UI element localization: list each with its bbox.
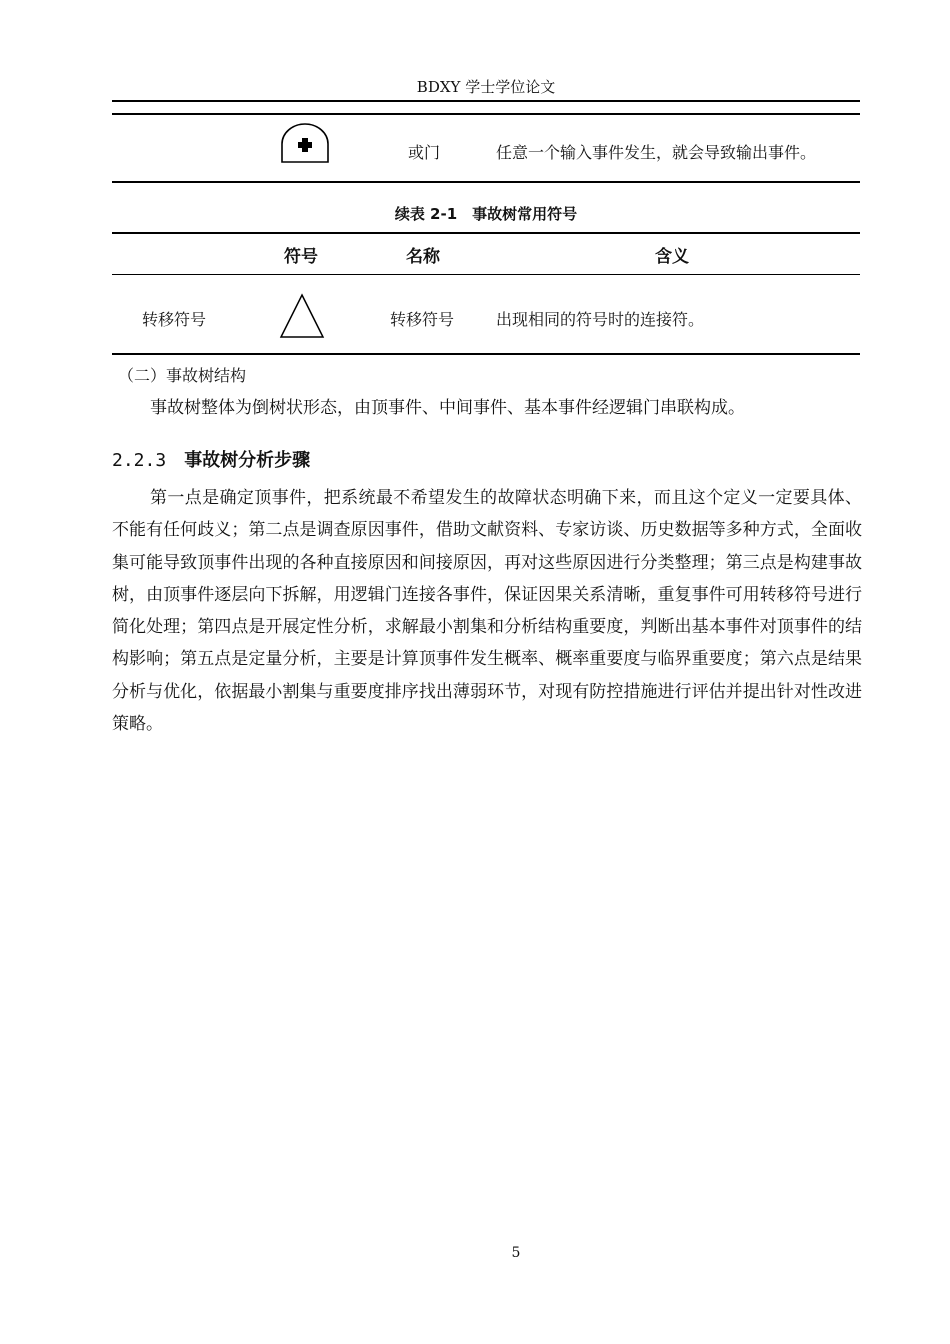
structure-paragraph: 事故树整体为倒树状形态，由顶事件、中间事件、基本事件经逻辑门串联构成。 [150, 398, 745, 418]
header-rule [112, 100, 860, 102]
column-header-symbol: 符号 [284, 247, 318, 267]
section-heading [112, 446, 310, 472]
table-cell-meaning: 任意一个输入事件发生，就会导致输出事件。 [496, 143, 817, 162]
table-top-rule [112, 113, 860, 115]
table-cell-name: 或门 [408, 143, 441, 162]
or-gate-icon [280, 122, 330, 168]
running-header: BDXY 学士学位论文 [416, 78, 556, 96]
page-number: 5 [511, 1245, 521, 1261]
subheading: （二）事故树结构 [118, 366, 247, 385]
section-title: 事故树分析步骤 [184, 450, 311, 471]
table-cell-name: 转移符号 [390, 310, 455, 329]
column-header-name: 名称 [406, 247, 440, 267]
table-cont-top-rule [112, 232, 860, 234]
section-number: 2.2.3 [112, 450, 167, 471]
column-header-meaning: 含义 [655, 247, 689, 267]
section-paragraph: 第一点是确定顶事件，把系统最不希望发生的故障状态明确下来，而且这个定义一定要具体、不能有任何歧义；第二点是调查原因事件，借助文献资料、专家访谈、历史数据等多种方式，全面收集可能导致顶事件出现的各种直接原因和间接原因，再对这些原因进行分类整理；第三点是构建事故树，由顶事件逐层向下拆解，用逻辑门连接各事件，保证因果关系清晰，重复事件可用转移符号进行简化处理；第四点是开展定性分析，求解最小割集和分析结构重要度，判断出基本事件对顶事件的结构影响；第五点是定量分析，主要是计算顶事件发生概率、概率重要度与临界重要度；第六点是结果分析与优化，依据最小割集与重要度排序找出薄弱环节，对现有防控措施进行评估并提出针对性改进策略。 [112, 488, 862, 735]
table-cell-category: 转移符号 [142, 310, 207, 329]
table-header-rule [112, 274, 860, 275]
table-cell-meaning: 出现相同的符号时的连接符。 [496, 310, 705, 329]
transfer-triangle-icon [279, 293, 325, 343]
table-bottom-rule [112, 181, 860, 183]
table-caption: 续表 2-1 事故树常用符号 [394, 205, 578, 223]
table-cont-bottom-rule [112, 353, 860, 355]
